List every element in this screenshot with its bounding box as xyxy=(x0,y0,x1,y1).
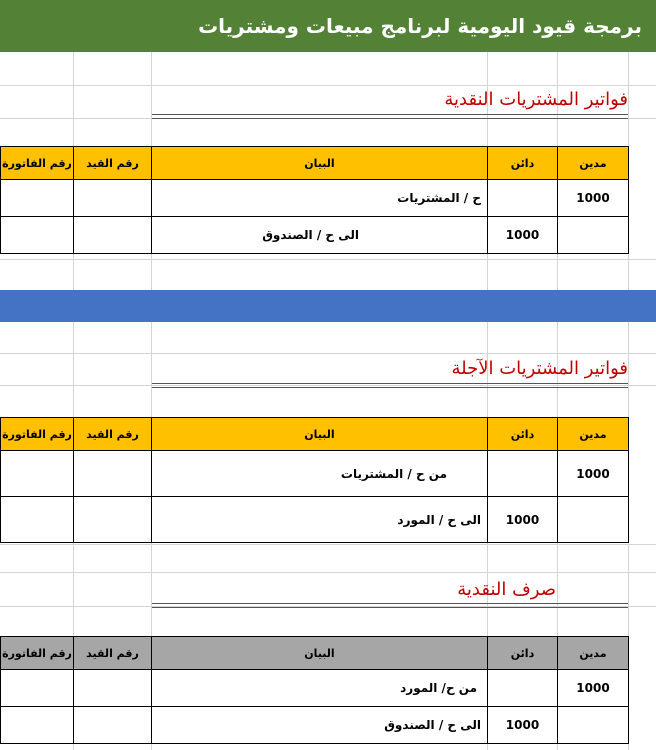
cell-credit[interactable] xyxy=(488,451,558,497)
cell-description[interactable]: الى ح / الصندوق xyxy=(152,217,488,254)
cell-description[interactable]: ح / المشتريات xyxy=(152,180,488,217)
cell-debit[interactable]: 1000 xyxy=(558,451,629,497)
table-row xyxy=(1,217,629,254)
col-header-description: البيان xyxy=(152,418,488,451)
cell-description[interactable]: من ح/ المورد xyxy=(152,670,488,707)
col-header-debit: مدين xyxy=(558,418,629,451)
table-row xyxy=(1,451,629,497)
cell-credit[interactable] xyxy=(488,670,558,707)
cell-invoice-no[interactable] xyxy=(1,497,74,543)
separator-band xyxy=(0,290,656,322)
cell-invoice-no[interactable] xyxy=(1,707,74,744)
table-row xyxy=(1,180,629,217)
table-header-row xyxy=(1,637,629,670)
cell-credit[interactable]: 1000 xyxy=(488,217,558,254)
heading-underline xyxy=(152,603,628,608)
col-header-invoice-no: رقم الفاتورة xyxy=(1,637,74,670)
cell-credit[interactable]: 1000 xyxy=(488,707,558,744)
cell-description[interactable]: من ح / المشتريات xyxy=(152,451,488,497)
table-row xyxy=(1,707,629,744)
cell-invoice-no[interactable] xyxy=(1,670,74,707)
section-heading-cash-payment: صرف النقدية xyxy=(457,579,556,600)
col-header-description: البيان xyxy=(152,147,488,180)
table-header-row xyxy=(1,418,629,451)
col-header-entry-no: رقم القيد xyxy=(74,637,152,670)
col-header-description: البيان xyxy=(152,637,488,670)
col-header-credit: دائن xyxy=(488,418,558,451)
cell-credit[interactable] xyxy=(488,180,558,217)
cell-entry-no[interactable] xyxy=(74,707,152,744)
col-header-credit: دائن xyxy=(488,147,558,180)
table-row xyxy=(1,497,629,543)
cell-description[interactable]: الى ح / المورد xyxy=(152,497,488,543)
cell-invoice-no[interactable] xyxy=(1,180,74,217)
heading-underline xyxy=(152,114,628,119)
cell-entry-no[interactable] xyxy=(74,497,152,543)
cell-entry-no[interactable] xyxy=(74,217,152,254)
cell-debit[interactable]: 1000 xyxy=(558,670,629,707)
sheet-title: برمجة قيود اليومية لبرنامج مبيعات ومشتريات xyxy=(0,0,656,52)
col-header-invoice-no: رقم الفاتورة xyxy=(1,418,74,451)
table-header-row xyxy=(1,147,629,180)
journal-table-cash-purchases xyxy=(0,146,629,254)
cell-debit[interactable] xyxy=(558,707,629,744)
cell-entry-no[interactable] xyxy=(74,451,152,497)
section-heading-credit-purchases: فواتير المشتريات الآجلة xyxy=(451,358,628,379)
section-heading-cash-purchases: فواتير المشتريات النقدية xyxy=(444,89,628,110)
col-header-credit: دائن xyxy=(488,637,558,670)
cell-description[interactable]: الى ح / الصندوق xyxy=(152,707,488,744)
cell-debit[interactable] xyxy=(558,217,629,254)
journal-table-credit-purchases xyxy=(0,417,629,543)
cell-invoice-no[interactable] xyxy=(1,451,74,497)
cell-debit[interactable] xyxy=(558,497,629,543)
cell-invoice-no[interactable] xyxy=(1,217,74,254)
col-header-invoice-no: رقم الفاتورة xyxy=(1,147,74,180)
table-row xyxy=(1,670,629,707)
cell-debit[interactable]: 1000 xyxy=(558,180,629,217)
journal-table-cash-payment xyxy=(0,636,629,744)
cell-credit[interactable]: 1000 xyxy=(488,497,558,543)
col-header-entry-no: رقم القيد xyxy=(74,418,152,451)
cell-entry-no[interactable] xyxy=(74,180,152,217)
col-header-debit: مدين xyxy=(558,147,629,180)
col-header-entry-no: رقم القيد xyxy=(74,147,152,180)
cell-entry-no[interactable] xyxy=(74,670,152,707)
col-header-debit: مدين xyxy=(558,637,629,670)
heading-underline xyxy=(152,383,628,388)
